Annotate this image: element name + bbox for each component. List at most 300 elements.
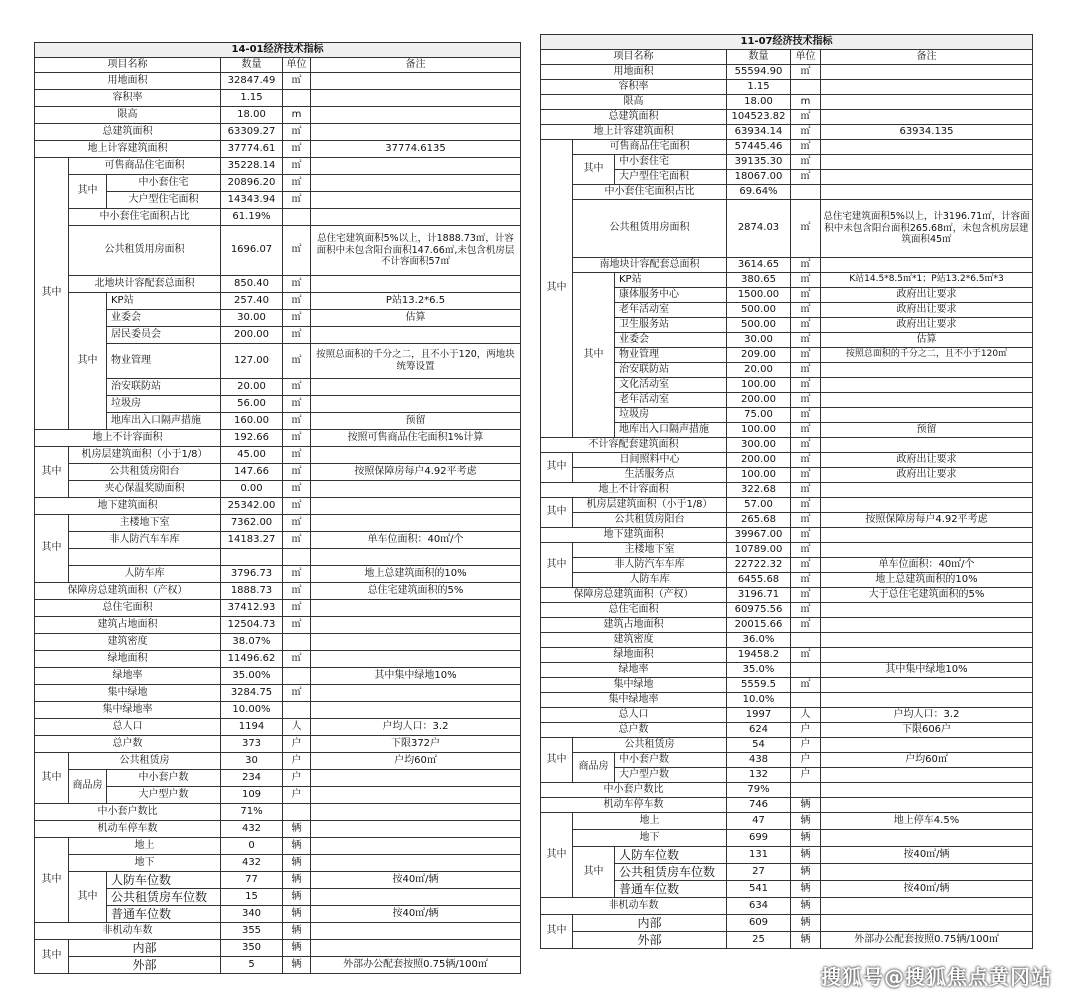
row-note: 按40㎡/辆	[311, 872, 521, 889]
row-unit: ㎡	[283, 192, 311, 209]
row-qty: 322.68	[727, 483, 791, 498]
row-note	[311, 685, 521, 702]
row-unit: ㎡	[791, 273, 821, 288]
row-unit: ㎡	[791, 423, 821, 438]
row-unit: ㎡	[283, 413, 311, 430]
row-note	[311, 192, 521, 209]
row-label: 容积率	[541, 80, 727, 95]
row-qty: 2874.03	[727, 200, 791, 258]
row-qty	[221, 549, 283, 566]
row-label: 公共租赁房阳台	[573, 513, 727, 528]
row-unit: ㎡	[283, 396, 311, 413]
row-label	[69, 549, 221, 566]
row-label: 绿地面积	[35, 651, 221, 668]
row-qty: 35.00%	[221, 668, 283, 685]
table-title: 11-07经济技术指标	[541, 35, 1033, 50]
row-label: 外部	[69, 957, 221, 974]
row-label: 中小套住宅面积占比	[69, 209, 221, 226]
row-label: 总住宅面积	[35, 600, 221, 617]
row-qty: 54	[727, 738, 791, 753]
row-note	[311, 770, 521, 787]
row-note: 地上总建筑面积的10%	[821, 573, 1033, 588]
row-unit: 人	[283, 719, 311, 736]
table-row	[541, 881, 1033, 898]
row-note	[821, 140, 1033, 155]
row-note: 按40㎡/辆	[821, 881, 1033, 898]
row-note	[311, 838, 521, 855]
row-label: 大户型住宅面积	[107, 192, 221, 209]
row-note	[821, 408, 1033, 423]
row-unit: ㎡	[791, 573, 821, 588]
row-note	[311, 327, 521, 344]
row-unit	[791, 693, 821, 708]
row-qty: 160.00	[221, 413, 283, 430]
row-qty: 3284.75	[221, 685, 283, 702]
row-qty: 20015.66	[727, 618, 791, 633]
row-qty: 14183.27	[221, 532, 283, 549]
row-label: 人防车位数	[107, 872, 221, 889]
row-label: 主楼地下室	[69, 515, 221, 532]
row-qty: 624	[727, 723, 791, 738]
row-qty: 25	[727, 932, 791, 949]
row-qty: 3796.73	[221, 566, 283, 583]
row-unit	[791, 80, 821, 95]
row-note: 总住宅建筑面积的5%	[311, 583, 521, 600]
table-row	[35, 600, 521, 617]
row-note	[821, 603, 1033, 618]
table-row	[541, 303, 1033, 318]
row-label: 建筑密度	[541, 633, 727, 648]
row-label: 总建筑面积	[35, 124, 221, 141]
table-row	[35, 532, 521, 549]
group-label: 其中	[69, 293, 107, 430]
group-label: 其中	[541, 738, 573, 783]
row-note: 按40㎡/辆	[821, 847, 1033, 864]
table-row	[35, 293, 521, 310]
row-label: 大户型住宅面积	[615, 170, 727, 185]
row-qty: 380.65	[727, 273, 791, 288]
row-label: 总户数	[35, 736, 221, 753]
table-row	[35, 804, 521, 821]
row-note: 下限606户	[821, 723, 1033, 738]
row-unit: ㎡	[283, 566, 311, 583]
row-qty: 7362.00	[221, 515, 283, 532]
row-note	[311, 276, 521, 293]
row-label: 地下建筑面积	[35, 498, 221, 515]
row-unit: ㎡	[791, 558, 821, 573]
row-note	[311, 481, 521, 498]
row-qty: 0	[221, 838, 283, 855]
row-qty: 265.68	[727, 513, 791, 528]
row-note: 大于总住宅建筑面积的5%	[821, 588, 1033, 603]
row-qty: 373	[221, 736, 283, 753]
group-label: 其中	[573, 273, 615, 438]
table-row	[541, 363, 1033, 378]
row-unit	[791, 663, 821, 678]
row-note: 按照保障房每户4.92平考虑	[821, 513, 1033, 528]
row-note	[311, 634, 521, 651]
row-label: 地下	[69, 855, 221, 872]
row-note	[821, 543, 1033, 558]
row-unit: ㎡	[791, 468, 821, 483]
row-qty: 100.00	[727, 423, 791, 438]
row-label: 地上不计容面积	[35, 430, 221, 447]
table-row	[35, 549, 521, 566]
group-label: 其中	[35, 753, 69, 804]
table-row	[541, 648, 1033, 663]
row-note	[821, 618, 1033, 633]
row-qty: 18.00	[727, 95, 791, 110]
table-row	[35, 957, 521, 974]
row-qty: 10.0%	[727, 693, 791, 708]
row-note	[821, 783, 1033, 798]
row-label: 非机动车数	[541, 898, 727, 915]
row-qty: 30.00	[221, 310, 283, 327]
table-row	[35, 872, 521, 889]
row-unit: ㎡	[791, 588, 821, 603]
table-row	[35, 276, 521, 293]
table-row	[541, 573, 1033, 588]
row-note: 估算	[821, 333, 1033, 348]
table-row	[35, 702, 521, 719]
row-unit: 辆	[283, 957, 311, 974]
row-unit: ㎡	[283, 293, 311, 310]
row-unit: 户	[283, 736, 311, 753]
row-note: 地上总建筑面积的10%	[311, 566, 521, 583]
table-row	[541, 543, 1033, 558]
table-row	[541, 768, 1033, 783]
row-label: 地上计容建筑面积	[541, 125, 727, 140]
row-label: 中小套户数	[107, 770, 221, 787]
table-row	[35, 566, 521, 583]
row-unit: ㎡	[283, 532, 311, 549]
row-qty: 79%	[727, 783, 791, 798]
row-note: K站14.5*8.5㎡*1；P站13.2*6.5㎡*3	[821, 273, 1033, 288]
row-note	[821, 80, 1033, 95]
table-row	[35, 90, 521, 107]
row-note: 单车位面积：40㎡/个	[821, 558, 1033, 573]
row-note	[821, 65, 1033, 80]
table-row	[541, 438, 1033, 453]
row-note	[821, 830, 1033, 847]
row-note	[311, 158, 521, 175]
row-label: 大户型户数	[107, 787, 221, 804]
row-unit: ㎡	[283, 651, 311, 668]
row-unit: ㎡	[791, 65, 821, 80]
row-label: 南地块计容配套总面积	[573, 258, 727, 273]
row-label: 康体服务中心	[615, 288, 727, 303]
row-note	[821, 798, 1033, 813]
row-qty: 14343.94	[221, 192, 283, 209]
row-note: 估算	[311, 310, 521, 327]
row-unit: ㎡	[791, 318, 821, 333]
row-note: 按照总面积的千分之二，且不小于120，两地块统筹设置	[311, 344, 521, 379]
row-qty: 22722.32	[727, 558, 791, 573]
row-unit: 户	[283, 770, 311, 787]
row-label: 非人防汽车车库	[573, 558, 727, 573]
table-row	[35, 821, 521, 838]
row-label: KP站	[107, 293, 221, 310]
row-qty: 746	[727, 798, 791, 813]
row-note: 户均人口：3.2	[311, 719, 521, 736]
row-label: 物业管理	[615, 348, 727, 363]
row-label: 地上	[69, 838, 221, 855]
row-note	[311, 617, 521, 634]
header-unit: 单位	[283, 58, 311, 73]
row-note: 下限372户	[311, 736, 521, 753]
row-note	[311, 175, 521, 192]
row-note: 按照保障房每户4.92平考虑	[311, 464, 521, 481]
row-qty: 56.00	[221, 396, 283, 413]
row-note	[821, 110, 1033, 125]
row-unit: ㎡	[283, 73, 311, 90]
row-note	[821, 738, 1033, 753]
row-qty: 18067.00	[727, 170, 791, 185]
group-label: 其中	[69, 872, 107, 923]
row-qty: 20.00	[727, 363, 791, 378]
row-qty: 147.66	[221, 464, 283, 481]
row-note	[821, 898, 1033, 915]
row-qty: 75.00	[727, 408, 791, 423]
row-label: 绿地率	[35, 668, 221, 685]
row-note: 政府出让要求	[821, 453, 1033, 468]
row-unit: ㎡	[283, 226, 311, 276]
row-note	[821, 378, 1033, 393]
row-label: 人防车库	[573, 573, 727, 588]
row-qty: 37412.93	[221, 600, 283, 617]
row-label: 非机动车数	[35, 923, 221, 940]
table-row	[541, 258, 1033, 273]
table-row	[35, 226, 521, 276]
row-label: 普通车位数	[107, 906, 221, 923]
row-note: 按照总面积的千分之二，且不小于120㎡	[821, 348, 1033, 363]
row-unit: ㎡	[791, 483, 821, 498]
row-unit: 辆	[791, 881, 821, 898]
row-note: 户均60㎡	[311, 753, 521, 770]
row-unit: 辆	[791, 864, 821, 881]
row-qty: 209.00	[727, 348, 791, 363]
table-row	[35, 838, 521, 855]
row-qty: 6455.68	[727, 573, 791, 588]
row-note	[311, 923, 521, 940]
row-note	[311, 379, 521, 396]
row-unit: 辆	[791, 813, 821, 830]
row-qty: 30	[221, 753, 283, 770]
row-note: 预留	[311, 413, 521, 430]
row-unit: 辆	[791, 915, 821, 932]
row-unit: ㎡	[791, 155, 821, 170]
row-label: 日间照料中心	[573, 453, 727, 468]
table-row	[35, 787, 521, 804]
row-qty: 200.00	[727, 393, 791, 408]
table-row	[541, 723, 1033, 738]
row-unit: ㎡	[283, 447, 311, 464]
row-unit: ㎡	[791, 258, 821, 273]
row-unit: ㎡	[283, 464, 311, 481]
row-qty: 27	[727, 864, 791, 881]
row-label: 非人防汽车车库	[69, 532, 221, 549]
row-qty: 57445.46	[727, 140, 791, 155]
table-row	[35, 498, 521, 515]
table-row	[541, 378, 1033, 393]
row-note	[821, 915, 1033, 932]
row-label: KP站	[615, 273, 727, 288]
header-note: 备注	[821, 50, 1033, 65]
group-label: 其中	[541, 813, 573, 898]
row-unit: 辆	[283, 821, 311, 838]
row-label: 机动车停车数	[35, 821, 221, 838]
row-unit: 户	[791, 768, 821, 783]
row-qty: 850.40	[221, 276, 283, 293]
table-row	[35, 651, 521, 668]
row-label: 地库出入口隔声措施	[615, 423, 727, 438]
row-unit: m	[283, 107, 311, 124]
table-row	[35, 583, 521, 600]
row-qty: 1.15	[221, 90, 283, 107]
row-unit: ㎡	[283, 124, 311, 141]
group-label: 其中	[541, 140, 573, 438]
table-row	[541, 588, 1033, 603]
row-unit	[283, 549, 311, 566]
row-qty: 10.00%	[221, 702, 283, 719]
row-unit: ㎡	[283, 158, 311, 175]
row-unit: ㎡	[791, 303, 821, 318]
table-row	[541, 830, 1033, 847]
row-qty: 15	[221, 889, 283, 906]
row-note: 政府出让要求	[821, 318, 1033, 333]
row-label: 内部	[573, 915, 727, 932]
row-qty: 39135.30	[727, 155, 791, 170]
table-row	[35, 617, 521, 634]
row-note	[311, 889, 521, 906]
table-row	[35, 634, 521, 651]
row-label: 机房层建筑面积（小于1/8）	[573, 498, 727, 513]
header-qty: 数量	[727, 50, 791, 65]
row-label: 建筑占地面积	[35, 617, 221, 634]
group-label: 其中	[573, 847, 615, 898]
row-note: 63934.135	[821, 125, 1033, 140]
group-label: 其中	[35, 838, 69, 923]
row-qty: 35.0%	[727, 663, 791, 678]
row-qty: 132	[727, 768, 791, 783]
row-unit: ㎡	[283, 498, 311, 515]
row-label: 绿地率	[541, 663, 727, 678]
row-unit: ㎡	[791, 140, 821, 155]
row-note	[311, 209, 521, 226]
row-unit: 户	[791, 723, 821, 738]
row-qty: 1696.07	[221, 226, 283, 276]
row-note	[311, 600, 521, 617]
row-note	[821, 633, 1033, 648]
row-label: 老年活动室	[615, 303, 727, 318]
table-row	[35, 124, 521, 141]
row-qty: 25342.00	[221, 498, 283, 515]
row-note	[821, 768, 1033, 783]
row-label: 绿地面积	[541, 648, 727, 663]
row-label: 建筑占地面积	[541, 618, 727, 633]
table-row	[541, 200, 1033, 258]
table-row	[541, 155, 1033, 170]
row-qty: 12504.73	[221, 617, 283, 634]
group-label: 其中	[35, 158, 69, 430]
row-qty: 11496.62	[221, 651, 283, 668]
row-qty: 32847.49	[221, 73, 283, 90]
table-row	[541, 333, 1033, 348]
table-row	[541, 393, 1033, 408]
row-unit: ㎡	[283, 515, 311, 532]
table-row	[35, 158, 521, 175]
row-qty: 355	[221, 923, 283, 940]
table-row	[35, 192, 521, 209]
table-row	[35, 447, 521, 464]
row-label: 中小套户数比	[35, 804, 221, 821]
row-note: 按40㎡/辆	[311, 906, 521, 923]
table-row	[35, 668, 521, 685]
row-unit	[283, 634, 311, 651]
row-note: 其中集中绿地10%	[311, 668, 521, 685]
row-qty: 71%	[221, 804, 283, 821]
row-unit: 辆	[791, 932, 821, 949]
row-note	[311, 447, 521, 464]
row-label: 地下建筑面积	[541, 528, 727, 543]
row-qty: 609	[727, 915, 791, 932]
table-row	[541, 738, 1033, 753]
table-11-07	[540, 34, 1033, 949]
row-unit: 辆	[283, 855, 311, 872]
row-note	[311, 549, 521, 566]
row-qty: 36.0%	[727, 633, 791, 648]
group-label: 其中	[35, 940, 69, 974]
row-qty: 257.40	[221, 293, 283, 310]
row-qty: 500.00	[727, 303, 791, 318]
row-unit: ㎡	[283, 430, 311, 447]
row-label: 用地面积	[541, 65, 727, 80]
row-label: 公共租赁房阳台	[69, 464, 221, 481]
row-label: 北地块计容配套总面积	[69, 276, 221, 293]
row-unit: m	[791, 95, 821, 110]
table-row	[35, 464, 521, 481]
row-unit: ㎡	[791, 648, 821, 663]
row-unit	[283, 702, 311, 719]
row-label: 不计容配套建筑面积	[541, 438, 727, 453]
row-label: 业委会	[107, 310, 221, 327]
table-row	[541, 408, 1033, 423]
header-row	[541, 50, 1033, 65]
row-note	[311, 124, 521, 141]
row-note	[311, 787, 521, 804]
row-qty: 3614.65	[727, 258, 791, 273]
row-note	[821, 393, 1033, 408]
row-qty: 432	[221, 821, 283, 838]
table-row	[541, 513, 1033, 528]
table-row	[541, 663, 1033, 678]
row-qty: 432	[221, 855, 283, 872]
row-unit: ㎡	[283, 141, 311, 158]
header-row	[35, 58, 521, 73]
row-note: 政府出让要求	[821, 288, 1033, 303]
row-unit: ㎡	[791, 348, 821, 363]
row-qty: 1194	[221, 719, 283, 736]
row-label: 集中绿地	[541, 678, 727, 693]
table-row	[35, 753, 521, 770]
row-note	[311, 90, 521, 107]
row-label: 文化活动室	[615, 378, 727, 393]
row-label: 中小套住宅	[107, 175, 221, 192]
row-label: 可售商品住宅面积	[573, 140, 727, 155]
table-row	[541, 798, 1033, 813]
row-qty: 634	[727, 898, 791, 915]
row-unit: ㎡	[791, 200, 821, 258]
